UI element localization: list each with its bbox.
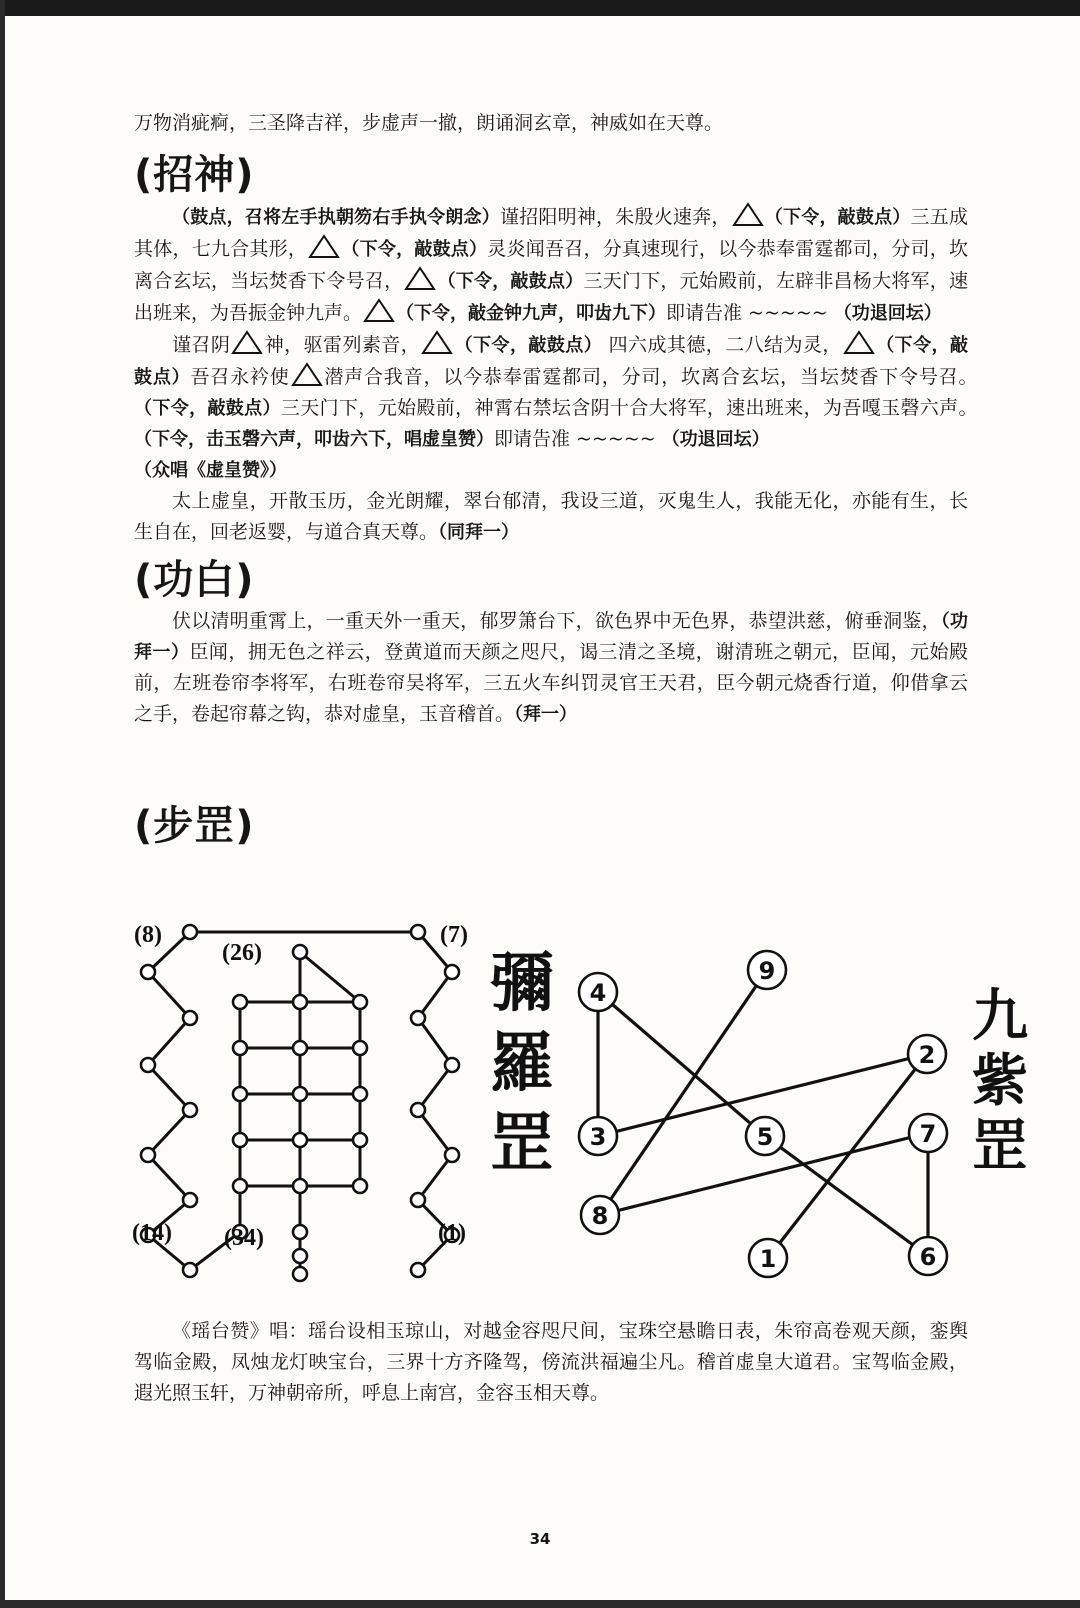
intro-line: 万物消疵痾，三圣降吉祥，步虚声一撤，朗诵洞玄章，神威如在天尊。	[134, 112, 724, 134]
yaotai-zan-paragraph	[134, 1316, 968, 1409]
mileluo-node	[183, 1103, 197, 1117]
mileluo-title-char-1: 彌	[490, 947, 554, 1021]
label-34: (34)	[224, 1225, 264, 1251]
jiuzi-label-7: 7	[919, 1120, 937, 1148]
instruction: （下令，击玉磬六声，叩齿六下，唱虚皇赞）	[134, 429, 494, 450]
triangle-icon	[420, 329, 454, 355]
mileluo-node	[353, 1179, 367, 1193]
mileluo-node	[233, 1133, 247, 1147]
text-run: 神，驱雷列素音，	[264, 334, 421, 356]
jiuzi-label-1: 1	[759, 1245, 777, 1273]
mileluo-node	[445, 1148, 459, 1162]
label-1: (1)	[438, 1220, 466, 1246]
mileluo-node	[183, 1011, 197, 1025]
text-run: 灵炎闻吾召，分真速现行，以今恭奉雷霆都司，分司，坎离合玄坛，当坛焚香下令号召，	[134, 238, 968, 292]
scan-border-left	[0, 0, 5, 1608]
mileluo-node	[445, 1058, 459, 1072]
text-run: 臣闻，拥无色之祥云，登黄道而天颜之咫尺，谒三清之圣境，谢清班之朝元，臣闻，元始殿前，左班卷帘李将军，右班卷帘吴将军，三五火车纠罚灵官王天君，臣今朝元烧香行道，仰借拿云之手，卷起帘幕之钩，恭对虚皇，玉音稽首。	[134, 641, 968, 725]
mileluo-node	[293, 1087, 307, 1101]
text-run: 太上虚皇，开散玉历，金光朗耀，翠台郁清，我设三道，灭鬼生人，我能无化，亦能有生，长生自在，回老返婴，与道合真天尊。	[134, 490, 968, 543]
label-14: (14)	[132, 1220, 172, 1246]
mileluo-node	[293, 1041, 307, 1055]
text-run: 谨召阴	[172, 334, 231, 356]
jiuzi-label-3: 3	[589, 1123, 607, 1151]
mileluo-node	[141, 1058, 155, 1072]
triangle-icon	[842, 329, 876, 355]
instruction: （下令，敲鼓点）	[437, 271, 584, 292]
mileluo-node	[293, 945, 307, 959]
mileluo-node	[183, 925, 197, 939]
mileluo-node	[353, 1133, 367, 1147]
mileluo-title-char-3: 罡	[490, 1107, 554, 1181]
jiuzi-label-8: 8	[591, 1202, 609, 1230]
mileluo-node	[411, 1263, 425, 1277]
instruction: （功拜一）	[134, 611, 969, 663]
instruction: （众唱《虚皇赞》）	[134, 460, 287, 481]
jiuzi-label-2: 2	[918, 1041, 936, 1069]
mileluo-node	[183, 1263, 197, 1277]
triangle-icon	[731, 201, 765, 227]
jiuzi-gang-lines	[598, 970, 928, 1258]
yaotai-body: 唱：瑶台设相玉琼山，对越金容咫尺间，宝珠空悬瞻日表，朱帘高卷观天颜，銮舆驾临金殿，凤烛龙灯映宝台，三界十方齐隆驾，傍流洪福遍尘凡。稽首虚皇大道君。宝驾临金殿，遐光照玉轩，万神朝帝所，呼息上南宫，金容玉相天尊。	[134, 1320, 968, 1404]
mileluo-node	[293, 1133, 307, 1147]
instruction: （下令，敲鼓点）	[764, 207, 911, 228]
label-26: (26)	[222, 940, 262, 966]
mileluo-node	[183, 1193, 197, 1207]
mileluo-node	[445, 965, 459, 979]
mileluo-node	[293, 1249, 307, 1263]
jiuzi-title-char-2: 紫	[972, 1049, 1028, 1114]
text-run: 三天门下，元始殿前，左辟非昌杨大将军，速出班来，为吾振金钟九声。	[134, 270, 968, 324]
page-body	[134, 108, 988, 852]
label-8: (8)	[134, 922, 162, 948]
bugang-diagram-svg	[0, 910, 1080, 1310]
gongbai-paragraph	[134, 606, 968, 730]
mileluo-node	[233, 1179, 247, 1193]
instruction: （下令，敲鼓点）	[134, 335, 968, 388]
yaotai-text	[134, 1316, 968, 1409]
mileluo-node	[293, 1267, 307, 1281]
jiuzi-label-6: 6	[919, 1243, 937, 1271]
zhaoshen-paragraph-2	[134, 329, 988, 455]
instruction: （下令，敲金钟九声，叩齿九下）	[396, 303, 667, 324]
instruction: （功退回坛）	[661, 429, 770, 450]
jiuzi-label-9: 9	[758, 957, 776, 985]
jiuzi-title-char-3: 罡	[972, 1114, 1028, 1179]
mileluo-node	[411, 925, 425, 939]
instruction: （拜一）	[514, 704, 578, 725]
yaotai-title: 《瑶台赞》	[172, 1320, 270, 1342]
mileluo-node	[233, 1087, 247, 1101]
mileluo-node	[353, 1087, 367, 1101]
instruction: （下令，敲鼓点）	[341, 239, 488, 260]
mileluo-node	[411, 1103, 425, 1117]
zhaoshen-paragraph-3	[134, 455, 968, 486]
text-run: 三五成其体，七九合其形，	[134, 206, 968, 260]
mileluo-node	[141, 1148, 155, 1162]
text-run: 吾召永衿使	[190, 366, 290, 388]
triangle-icon	[403, 265, 437, 291]
jiuzi-label-4: 4	[589, 979, 607, 1007]
section-title-zhaoshen: (招神)	[134, 152, 255, 198]
bugang-diagram	[0, 910, 1080, 1310]
instruction: （同拜一）	[438, 522, 520, 543]
instruction: （下令，敲鼓点）	[134, 398, 281, 419]
text-run: 伏以清明重霄上，一重天外一重天，郁罗箫台下，欲色界中无色界，恭望洪慈，俯垂洞鉴，	[172, 610, 941, 632]
mileluo-node	[353, 995, 367, 1009]
mileluo-node	[233, 1041, 247, 1055]
mileluo-node	[293, 1225, 307, 1239]
scan-border-bottom	[0, 1600, 1080, 1608]
text-run: 即请告准 ~~~~~	[494, 428, 662, 450]
label-7: (7)	[440, 922, 468, 948]
mileluo-node	[141, 965, 155, 979]
text-run: 三天门下，元始殿前，神霄右禁坛含阴十合大将军，速出班来，为吾嘎玉磬六声。	[280, 397, 988, 419]
mileluo-title-char-2: 羅	[490, 1027, 554, 1101]
triangle-icon	[307, 233, 341, 259]
section-title-bugang: (步罡)	[134, 803, 255, 849]
scan-border-top	[0, 0, 1080, 16]
mileluo-node	[353, 1041, 367, 1055]
triangle-icon	[230, 329, 264, 355]
text-run: 四六成其德，二八结为灵，	[602, 334, 842, 356]
instruction: （鼓点，召将左手执朝笏右手执令朗念）	[172, 207, 500, 228]
mileluo-node	[233, 995, 247, 1009]
text-run: 谨招阳明神，朱殷火速奔，	[499, 206, 731, 228]
mileluo-node	[411, 1011, 425, 1025]
mileluo-node	[293, 1179, 307, 1193]
mileluo-node	[411, 1193, 425, 1207]
zhaoshen-paragraph-4	[134, 486, 968, 548]
triangle-icon	[362, 297, 396, 323]
mileluo-diagonal	[300, 952, 360, 1002]
jiuzi-label-5: 5	[756, 1123, 774, 1151]
text-run: 潜声合我音，以今恭奉雷霆都司，分司，坎离合玄坛，当坛焚香下令号召。	[323, 366, 987, 388]
mileluo-node	[293, 995, 307, 1009]
page-number: 34	[529, 1530, 551, 1548]
instruction: （功退回坛）	[833, 303, 942, 324]
section-title-gongbai: (功白)	[134, 557, 255, 603]
triangle-icon	[290, 361, 324, 387]
jiuzi-title-char-1: 九	[972, 984, 1028, 1049]
zhaoshen-paragraph-1	[134, 201, 968, 329]
text-run: 即请告准 ~~~~~	[666, 302, 834, 324]
instruction: （下令，敲鼓点）	[454, 335, 603, 356]
